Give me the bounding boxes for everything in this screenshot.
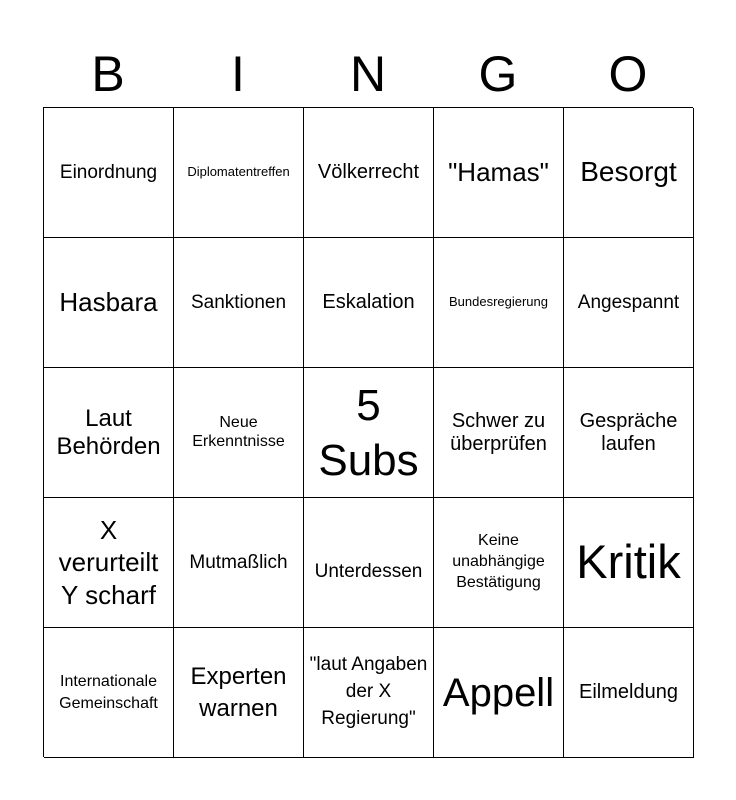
bingo-cell[interactable]: Unterdessen — [304, 498, 434, 628]
bingo-cell[interactable]: Experten warnen — [174, 628, 304, 758]
bingo-cell[interactable]: X verurteilt Y scharf — [44, 498, 174, 628]
bingo-cell[interactable]: Einordnung — [44, 108, 174, 238]
bingo-cell[interactable]: Besorgt — [564, 108, 694, 238]
bingo-cell[interactable]: Sanktionen — [174, 238, 304, 368]
bingo-cell[interactable]: Kritik — [564, 498, 694, 628]
bingo-cell[interactable]: Keine unabhängige Bestätigung — [434, 498, 564, 628]
bingo-cell[interactable]: Internationale Gemeinschaft — [44, 628, 174, 758]
bingo-cell[interactable]: Diplomatentreffen — [174, 108, 304, 238]
header-letter-o: O — [608, 46, 648, 102]
free-space-cell[interactable]: 5 Subs — [304, 368, 434, 498]
bingo-cell[interactable]: Bundesregierung — [434, 238, 564, 368]
bingo-cell[interactable]: Appell — [434, 628, 564, 758]
header-letter-g: G — [478, 46, 518, 102]
bingo-cell[interactable]: Laut Behörden — [44, 368, 174, 498]
header-letter-b: B — [91, 46, 125, 102]
header-letter-n: N — [349, 46, 387, 102]
bingo-cell[interactable]: "Hamas" — [434, 108, 564, 238]
bingo-cell[interactable]: Hasbara — [44, 238, 174, 368]
bingo-board — [43, 107, 693, 757]
header-letter-i: I — [231, 46, 245, 102]
bingo-cell[interactable]: Eskalation — [304, 238, 434, 368]
bingo-cell[interactable]: Völkerrecht — [304, 108, 434, 238]
bingo-cell[interactable]: Gespräche laufen — [564, 368, 694, 498]
bingo-cell[interactable]: Neue Erkenntnisse — [174, 368, 304, 498]
bingo-cell[interactable]: Eilmeldung — [564, 628, 694, 758]
bingo-header — [43, 40, 693, 108]
bingo-cell[interactable]: Mutmaßlich — [174, 498, 304, 628]
bingo-cell[interactable]: Schwer zu überprüfen — [434, 368, 564, 498]
bingo-cell[interactable]: "laut Angaben der X Regierung" — [304, 628, 434, 758]
bingo-cell[interactable]: Angespannt — [564, 238, 694, 368]
